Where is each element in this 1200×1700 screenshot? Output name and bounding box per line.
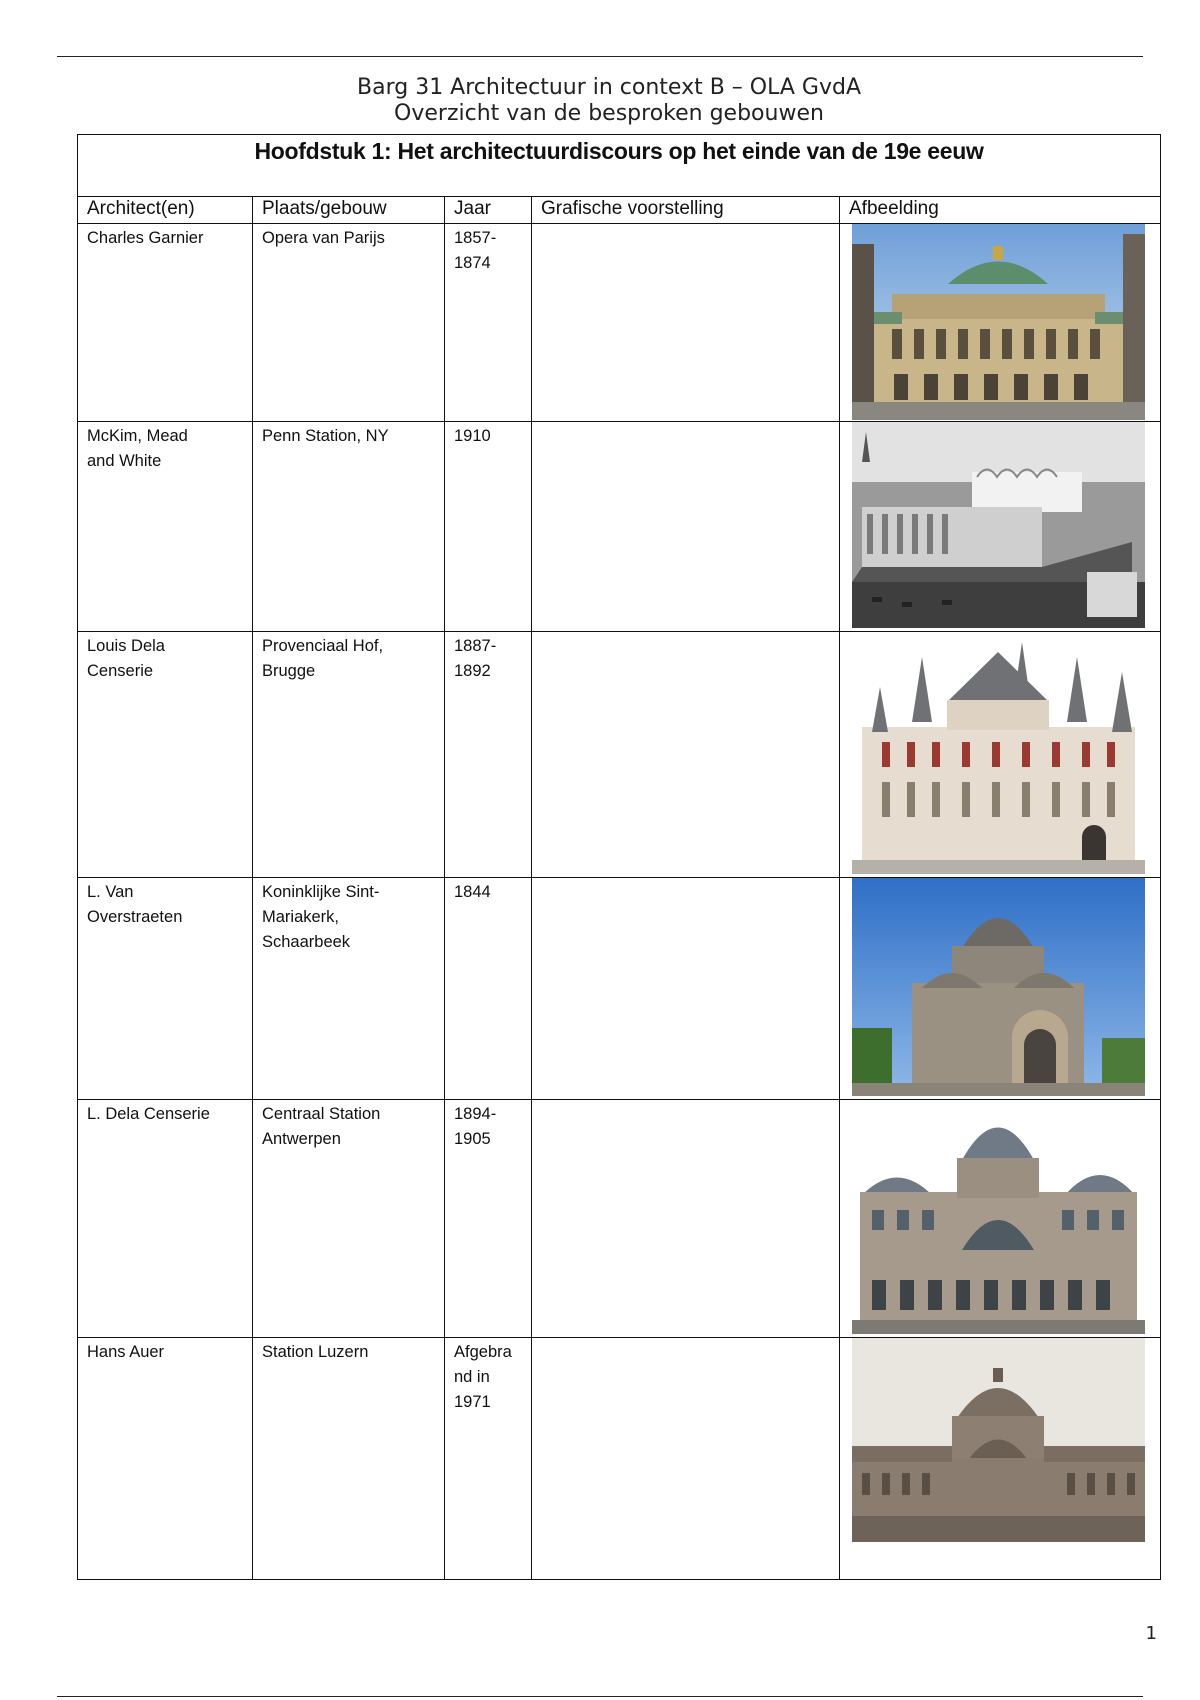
- buildings-table: [77, 134, 1161, 1580]
- table-row: [78, 632, 1161, 878]
- bottom-rule: [57, 1696, 1143, 1697]
- page-number: 1: [1145, 1623, 1157, 1644]
- provinciaal-hof-photo: [852, 632, 1145, 874]
- architect-cell: Charles Garnier: [78, 224, 253, 422]
- column-header-image: Afbeelding: [840, 197, 1161, 224]
- header-line-1: Barg 31 Architectuur in context B – OLA GvdA: [357, 75, 861, 100]
- image-cell: [840, 1338, 1161, 1580]
- graphic-cell: [532, 1338, 840, 1580]
- column-header-year: Jaar: [445, 197, 532, 224]
- year-cell: 1887- 1892: [445, 632, 532, 878]
- architect-cell: Hans Auer: [78, 1338, 253, 1580]
- station-luzern-photo: [852, 1338, 1145, 1542]
- building-cell: Station Luzern: [253, 1338, 445, 1580]
- year-cell: 1894- 1905: [445, 1100, 532, 1338]
- document-header: [0, 75, 1200, 127]
- column-header-architect: Architect(en): [78, 197, 253, 224]
- header-line-2: Overzicht van de besproken gebouwen: [394, 101, 824, 126]
- top-rule: [57, 56, 1143, 57]
- sint-mariakerk-photo: [852, 878, 1145, 1096]
- graphic-cell: [532, 224, 840, 422]
- table-header-row: [78, 197, 1161, 224]
- image-cell: [840, 422, 1161, 632]
- building-cell: Penn Station, NY: [253, 422, 445, 632]
- year-cell: 1857- 1874: [445, 224, 532, 422]
- graphic-cell: [532, 632, 840, 878]
- column-header-graphic: Grafische voorstelling: [532, 197, 840, 224]
- penn-station-photo: [852, 422, 1145, 628]
- table-row: [78, 878, 1161, 1100]
- year-cell: 1910: [445, 422, 532, 632]
- table-row: [78, 1338, 1161, 1580]
- chapter-title: Hoofdstuk 1: Het architectuurdiscours op het einde van de 19e eeuw: [78, 135, 1161, 197]
- table-row: [78, 1100, 1161, 1338]
- building-cell: Provenciaal Hof, Brugge: [253, 632, 445, 878]
- image-cell: [840, 1100, 1161, 1338]
- graphic-cell: [532, 1100, 840, 1338]
- paris-opera-photo: [852, 224, 1145, 420]
- year-cell: 1844: [445, 878, 532, 1100]
- image-cell: [840, 224, 1161, 422]
- architect-cell: L. Dela Censerie: [78, 1100, 253, 1338]
- building-cell: Opera van Parijs: [253, 224, 445, 422]
- building-cell: Centraal Station Antwerpen: [253, 1100, 445, 1338]
- column-header-building: Plaats/gebouw: [253, 197, 445, 224]
- antwerpen-centraal-photo: [852, 1100, 1145, 1334]
- graphic-cell: [532, 878, 840, 1100]
- architect-cell: L. Van Overstraeten: [78, 878, 253, 1100]
- architect-cell: Louis Dela Censerie: [78, 632, 253, 878]
- table-row: [78, 224, 1161, 422]
- table-row: [78, 422, 1161, 632]
- architect-cell: McKim, Mead and White: [78, 422, 253, 632]
- year-cell: Afgebra nd in 1971: [445, 1338, 532, 1580]
- building-cell: Koninklijke Sint- Mariakerk, Schaarbeek: [253, 878, 445, 1100]
- image-cell: [840, 878, 1161, 1100]
- graphic-cell: [532, 422, 840, 632]
- image-cell: [840, 632, 1161, 878]
